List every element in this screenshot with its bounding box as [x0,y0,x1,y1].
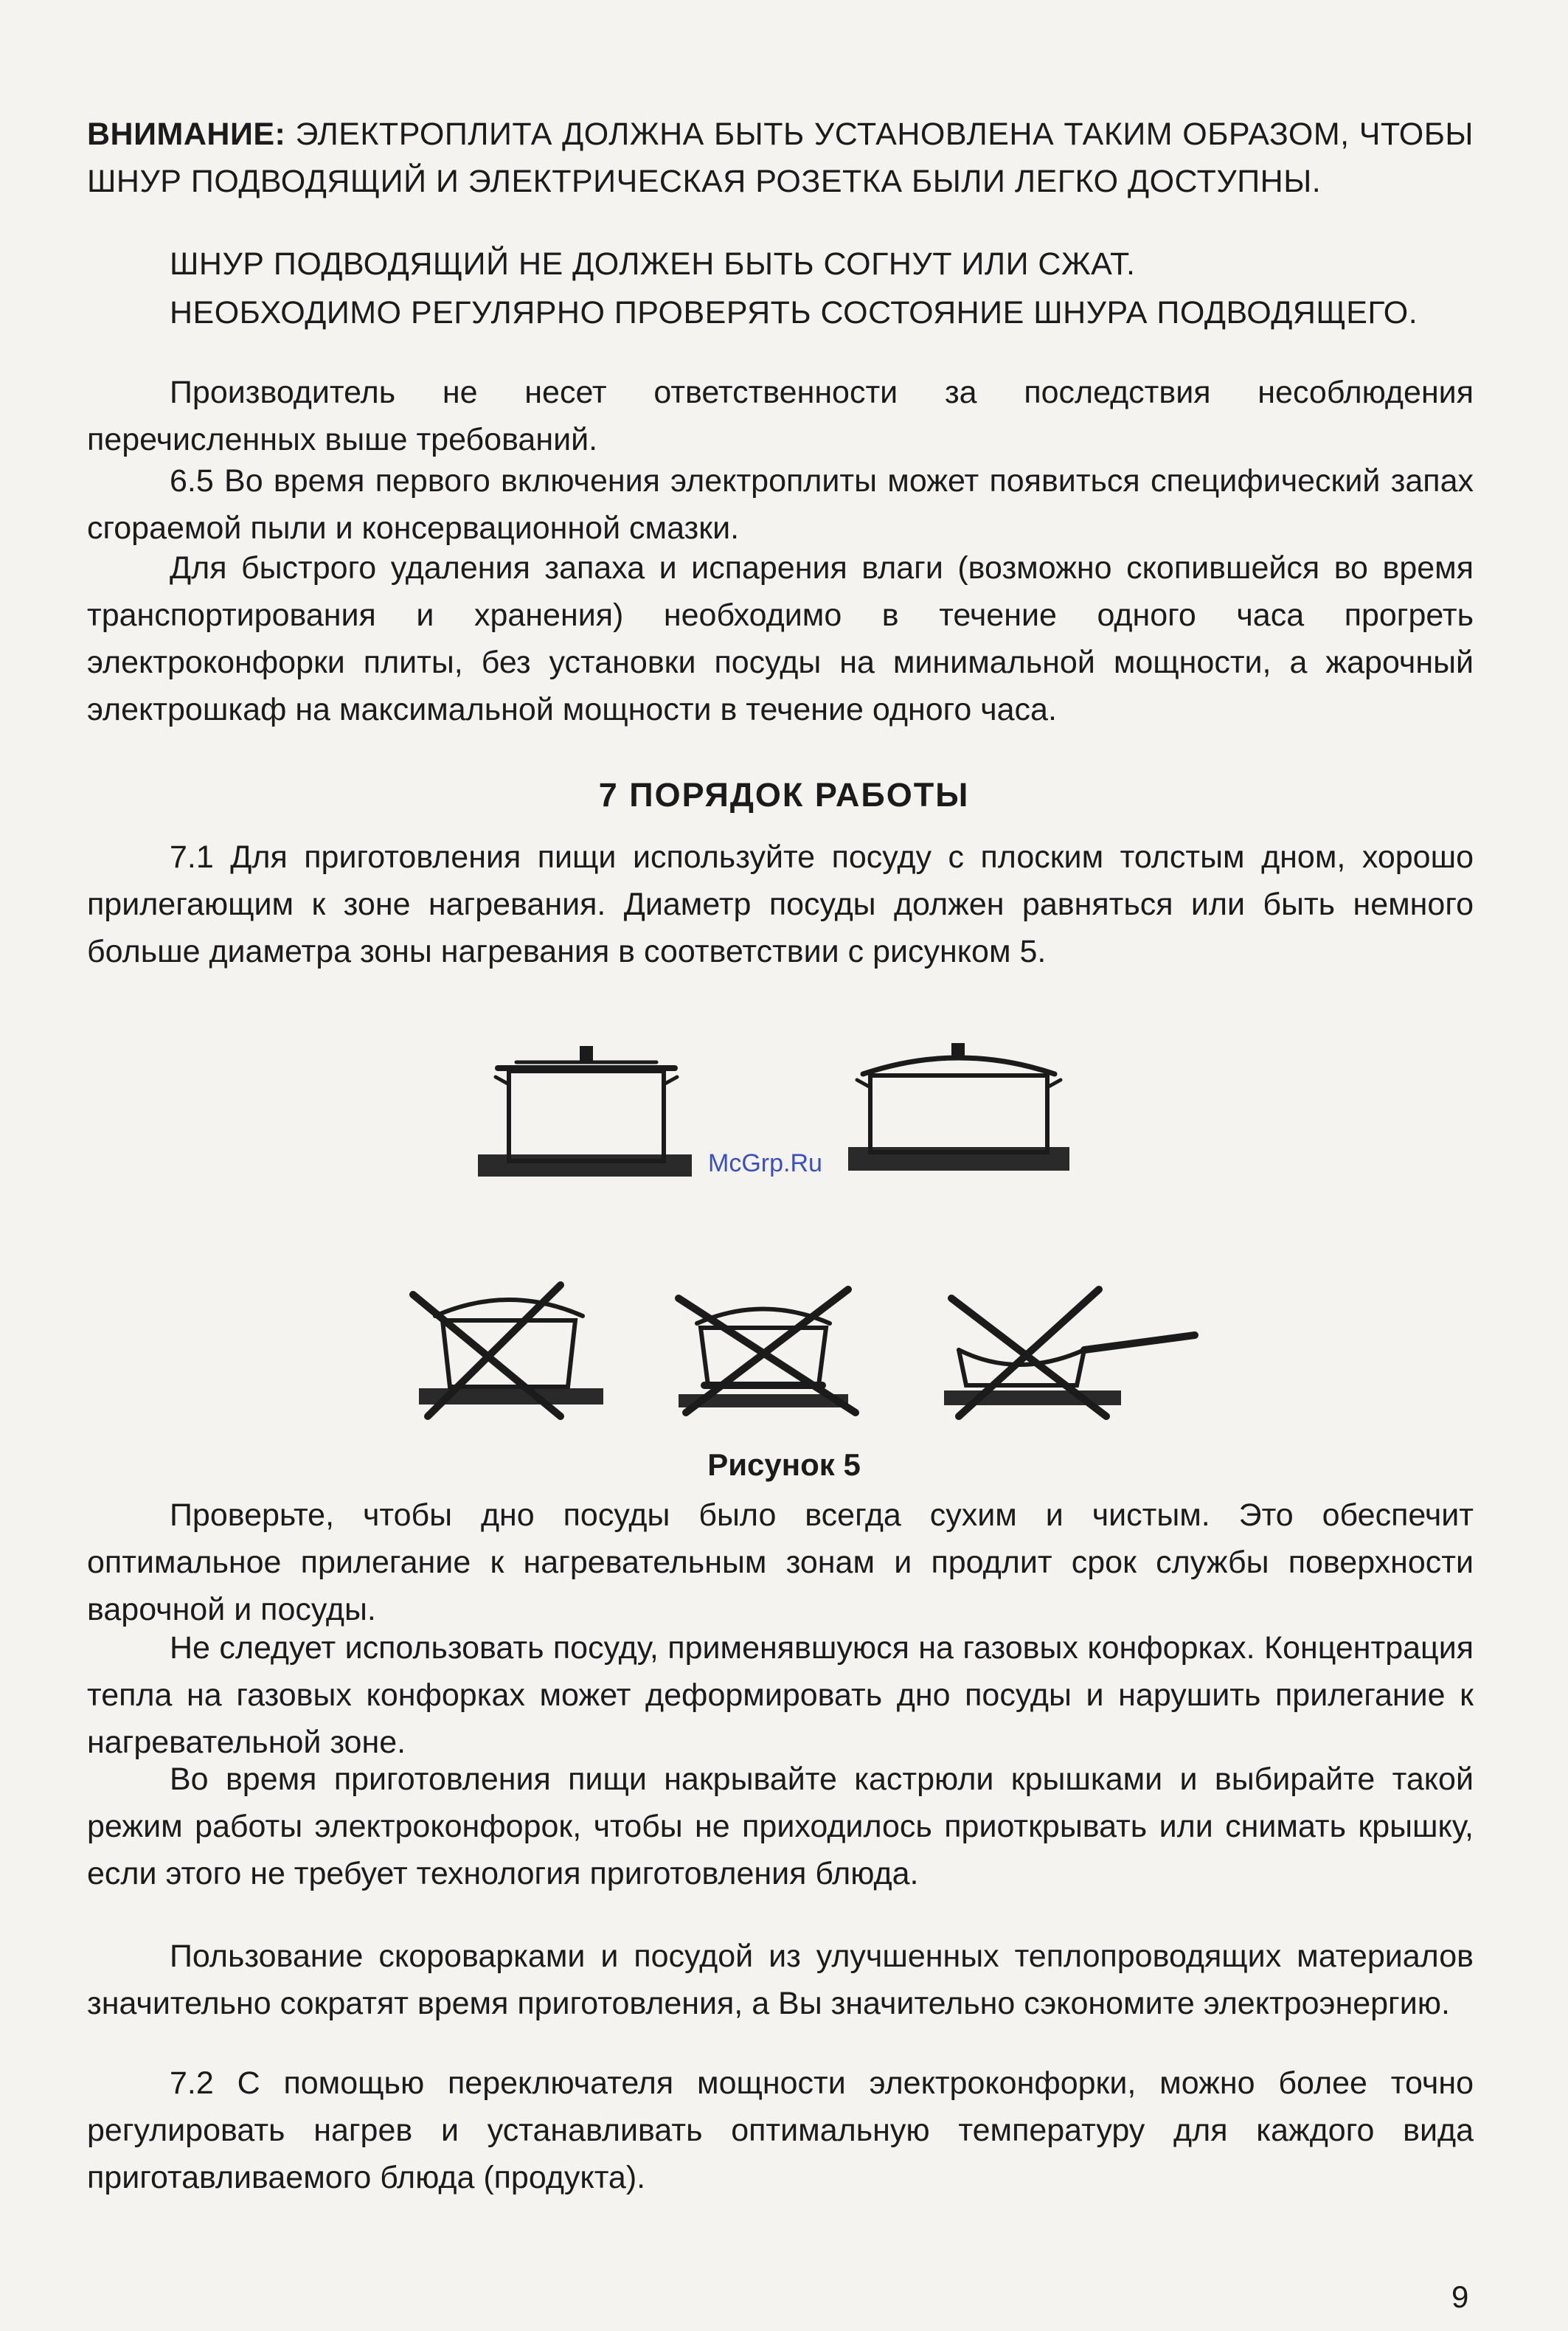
warning-text: ЭЛЕКТРОПЛИТА ДОЛЖНА БЫТЬ УСТАНОВЛЕНА ТАКИМ ОБРАЗОМ, ЧТОБЫ ШНУР ПОДВОДЯЩИЙ И ЭЛЕКТРИЧЕСКАЯ РОЗЕТКА БЫЛИ ЛЕГКО ДОСТУПНЫ. [87,117,1474,199]
warning-label: ВНИМАНИЕ: [87,117,286,152]
page-number: 9 [1451,2279,1469,2314]
paragraph-dry-bottom: Проверьте, чтобы дно посуды было всегда сухим и чистым. Это обеспечит оптимальное прилегание к нагревательным зонам и продлит срок службы поверхности варочной и посуды. [87,1497,1474,1627]
incorrect-pan-3 [944,1289,1195,1416]
figure-caption: Рисунок 5 [707,1447,861,1482]
paragraph-pressure-cookers: Пользование скороварками и посудой из улучшенных теплопроводящих материалов значительно сократят время приготовления, а Вы значительно сэкономите электроэнергию. [87,1939,1474,2021]
correct-pot-left [478,1046,692,1177]
paragraph-lids: Во время приготовления пищи накрывайте кастрюли крышками и выбирайте такой режим работы электроконфорок, чтобы не приходилось приоткрывать или снимать крышку, если этого не требует технология приготовления блюда. [87,1762,1474,1891]
paragraph-6-5: 6.5 Во время первого включения электроплиты может появиться специфический запах сгораемой пыли и консервационной смазки. [87,463,1474,546]
section-heading: 7 ПОРЯДОК РАБОТЫ [598,776,970,814]
incorrect-pot-1 [413,1285,603,1416]
warning-line-cord: ШНУР ПОДВОДЯЩИЙ НЕ ДОЛЖЕН БЫТЬ СОГНУТ ИЛИ СЖАТ. [170,246,1136,282]
liability-paragraph: Производитель не несет ответственности за последствия несоблюдения перечисленных выше требований. [87,375,1474,457]
paragraph-6-5-b: Для быстрого удаления запаха и испарения влаги (возможно скопившейся во время транспортирования и хранения) необходимо в течение одного часа прогреть электроконфорки плиты, без установки посуды на минимальной мощности, а жарочный электрошкаф на максимальной мощности в течение одного часа. [87,550,1474,727]
watermark-text: McGrp.Ru [708,1149,822,1177]
warning-line-check: НЕОБХОДИМО РЕГУЛЯРНО ПРОВЕРЯТЬ СОСТОЯНИЕ ШНУРА ПОДВОДЯЩЕГО. [170,295,1418,330]
paragraph-7-2: 7.2 С помощью переключателя мощности электроконфорки, можно более точно регулировать нагрев и устанавливать оптимальную температуру для каждого вида приготавливаемого блюда (продукта). [87,2065,1474,2195]
paragraph-gas-cookware: Не следует использовать посуду, применявшуюся на газовых конфорках. Концентрация тепла на газовых конфорках может деформировать дно посуды и нарушить прилегание к нагревательной зоне. [87,1630,1474,1760]
correct-pot-right [848,1043,1069,1171]
incorrect-pot-2 [679,1289,856,1413]
paragraph-7-1: 7.1 Для приготовления пищи используйте посуду с плоским толстым дном, хорошо прилегающим к зоне нагревания. Диаметр посуды должен равняться или быть немного больше диаметра зоны нагревания в соответствии с рисунком 5. [87,839,1474,969]
